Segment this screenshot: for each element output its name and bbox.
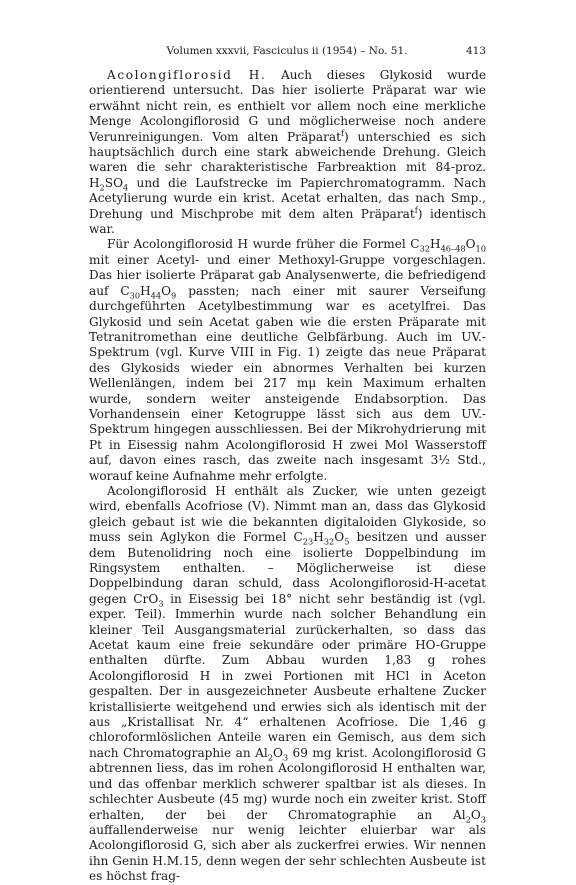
subscript: 23	[302, 536, 314, 547]
text-run: passten; nach einer mit saurer Verseifung durchgeführten Acetylbestimmung war es acetylfrei. Das Glykosid und sein Acetat gaben wie die ersten Präparate mit Tetranitromethan eine deutliche Gelbfärbung. Auch im UV.-Spektrum (vgl. Kurve VIII in Fig. 1) zeigte das neue Präparat des Glykosids wieder ein abnormes Verhalten bei kurzen Wellenlängen, indem bei 217 mμ kein Maximum erhalten wurde, sondern weiter ansteigende Endabsorption. Das Vorhandensein einer Ketogruppe lässt sich aus dem UV.-Spektrum hingegen ausschliessen. Bei der Mikrohydrierung mit Pt in Eisessig nahm Acolongiflorosid H zwei Mol Wasserstoff auf, davon eines rasch, das zweite nach insgesamt 3½ Std., worauf keine Aufnahme mehr erfolgte.	[89, 283, 486, 483]
subscript: 3	[158, 598, 164, 609]
body-text	[89, 68, 486, 885]
text-run: H	[313, 530, 324, 545]
page-number: 413	[465, 45, 486, 57]
paragraph-formula	[89, 237, 486, 484]
subscript: 30	[129, 290, 141, 301]
text-run: mit einer Acetyl- und einer Methoxyl-Gruppe vorgeschlagen. Das hier isolierte Präparat gab Analysenwerte, die befriedigend auf C	[89, 252, 486, 298]
text-run: ) unterschied es sich hauptsächlich durch eine stark abweichende Drehung. Gleich waren die sehr charakteristische Farbreaktion mit 84-proz. H	[89, 129, 486, 190]
subscript: 3	[282, 752, 289, 763]
compound-name: Acolongiflorosid H.	[107, 68, 267, 82]
subscript: 46–48	[440, 243, 466, 254]
page-header	[88, 44, 486, 58]
footnote-ref: f	[340, 127, 345, 138]
text-run: auffallenderweise nur wenig leichter eluierbar war als Acolongiflorosid G, sich aber als zuckerfrei erwies. Wir nennen ihn Genin H.M.15, denn wegen der sehr schlechten Ausbeute ist es höchst frag-	[89, 822, 486, 884]
text-run: ) identisch war.	[89, 206, 486, 237]
paragraph-sugar-analysis	[89, 484, 486, 885]
subscript: 5	[344, 536, 350, 547]
subscript: 3	[480, 813, 486, 824]
subscript: 2	[465, 813, 471, 824]
subscript: 4	[122, 182, 129, 193]
text-run: und die Laufstrecke im Papierchromatogramm. Nach Acetylierung wurde ein krist. Acetat erhalten, das nach Smp., Drehung und Mischprobe mit dem alten Präparat	[89, 175, 486, 221]
text-run: O	[272, 745, 283, 760]
text-run: 69 mg krist. Acolongiflorosid G abtrennen liess, das im rohen Acolongiflorosid H enthalten war, und das offenbar merklich schwerer spaltbar ist als dieses. In schlechter Ausbeute (45 mg) wurde noch ein zweiter krist. Stoff erhalten, der bei der Chromatographie an Al	[89, 745, 486, 822]
subscript: 2	[267, 752, 273, 763]
paragraph-acolongiflorosid-h-intro	[89, 68, 486, 237]
text-run: O	[334, 530, 345, 545]
text-run: Für Acolongiflorosid H wurde früher die Formel C	[107, 237, 420, 252]
text-run: H	[430, 237, 441, 252]
text-run: SO	[104, 175, 123, 190]
subscript: 32	[419, 243, 431, 254]
text-run: in Eisessig bei 18° nicht sehr beständig ist (vgl. exper. Teil). Immerhin wurde nach solcher Behandlung ein kleiner Teil Ausgangsmaterial zurückerhalten, so dass das Acetat kaum eine freie sekundäre oder primäre HO-Gruppe enthalten dürfte. Zum Abbau wurden 1,83 g rohes Acolongiflorosid H in zwei Portionen mit HCl in Aceton gespalten. Der in ausgezeichneter Ausbeute erhaltene Zucker kristallisierte weitgehend und erwies sich als identisch mit der aus „Kristallisat Nr. 4“ erhaltenen Acofriose. Die 1,46 g chloroformlöslichen Anteile waren ein Gemisch, aus dem sich nach Chromatographie an Al	[89, 591, 486, 760]
text-run: O	[465, 237, 476, 252]
subscript: 9	[171, 290, 177, 301]
text-run: O	[161, 283, 172, 298]
text-run: Acolongiflorosid H enthält als Zucker, wie unten gezeigt wird, ebenfalls Acofriose (V). Nimmt man an, dass das Glykosid gleich gebaut ist wie die bekannten digitaloiden Glykoside, so muss sein Aglykon die Formel C	[89, 483, 486, 545]
subscript: 10	[475, 243, 486, 254]
subscript: 44	[150, 290, 162, 301]
text-run: Auch dieses Glykosid wurde orientierend untersucht. Das hier isolierte Präparat war wie erwähnt nicht rein, es enthielt vor allem noch eine merkliche Menge Acolongiflorosid G und möglicherweise noch andere Verunreinigungen. Vom alten Präparat	[89, 68, 486, 144]
subscript: 2	[99, 182, 105, 193]
footnote-ref: f	[414, 204, 418, 215]
subscript: 32	[323, 536, 335, 547]
running-title: Volumen xxxvii, Fasciculus ii (1954) – No. 51.	[166, 45, 408, 57]
text-run: O	[470, 807, 481, 822]
text-run: besitzen und ausser dem Butenolidring noch eine isolierte Doppelbindung im Ringsystem enthalten. – Möglicherweise ist diese Doppelbindung daran schuld, dass Acolongiflorosid-H-acetat gegen CrO	[89, 530, 486, 606]
text-run: H	[140, 283, 151, 298]
